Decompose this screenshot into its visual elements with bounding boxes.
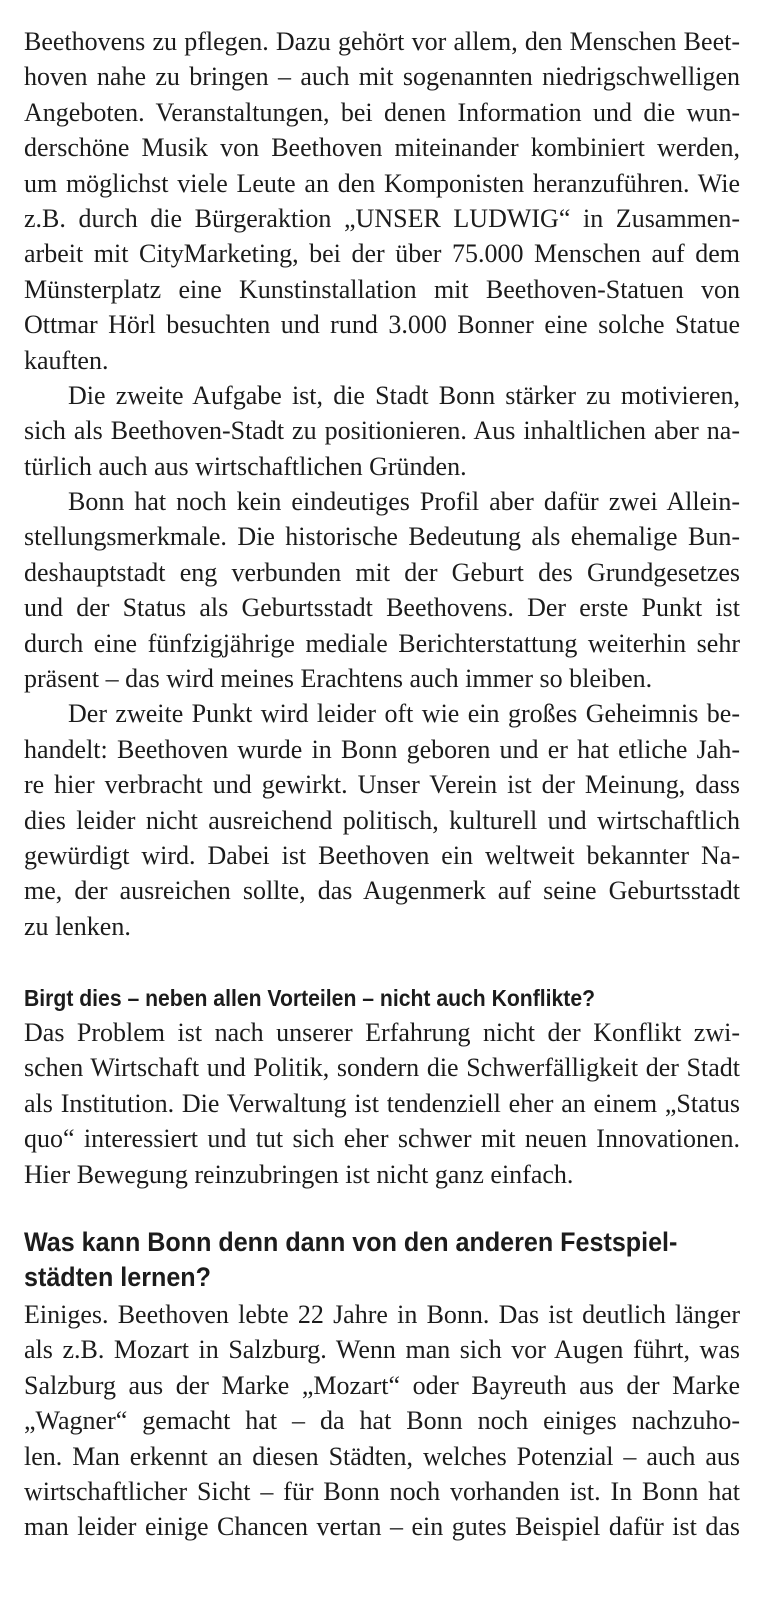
text-line: Angeboten. Veranstaltungen, bei denen Information und die wun- — [24, 97, 740, 127]
text-line: Das Problem ist nach unserer Erfahrung nicht der Konflikt zwi- — [24, 1018, 740, 1047]
text-line: kauften. — [24, 345, 109, 375]
question-heading: Birgt dies – neben allen Vorteilen – nicht auch Konflikte? — [24, 985, 596, 1011]
text-line: um möglichst viele Leute an den Komponisten heranzuführen. Wie — [24, 168, 740, 198]
text-line: und der Status als Geburtsstadt Beethovens. Der erste Punkt ist — [24, 593, 740, 623]
text-line: Der zweite Punkt wird leider oft wie ein großes Geheimnis be- — [68, 699, 740, 729]
text-line: dies leider nicht ausreichend politisch, kulturell und wirtschaftlich — [24, 805, 740, 835]
heading-line: städten lernen? — [24, 1262, 211, 1292]
text-line: als Institution. Die Verwaltung ist tendenziell eher an einem „Status — [24, 1088, 740, 1118]
text-line: schen Wirtschaft und Politik, sondern die Schwerfälligkeit der Stadt — [24, 1053, 740, 1083]
text-line: z.B. durch die Bürgeraktion „UNSER LUDWIG“ in Zusammen- — [24, 203, 740, 233]
text-line: handelt: Beethoven wurde in Bonn geboren und er hat etliche Jah- — [24, 734, 740, 764]
text-line: re hier verbracht und gewirkt. Unser Verein ist der Meinung, dass — [24, 770, 740, 800]
text-line: Ottmar Hörl besuchten und rund 3.000 Bonner eine solche Statue — [24, 310, 740, 340]
text-line: Hier Bewegung reinzubringen ist nicht ganz einfach. — [24, 1159, 574, 1189]
body-text-block — [24, 24, 740, 944]
text-line: zu lenken. — [24, 911, 131, 941]
text-line: durch eine fünfzigjährige mediale Berichterstattung weiterhin sehr — [24, 628, 740, 658]
text-line: deshauptstadt eng verbunden mit der Geburt des Grundgesetzes — [24, 557, 740, 587]
text-line: Salzburg aus der Marke „Mozart“ oder Bayreuth aus der Marke — [24, 1370, 740, 1400]
text-line: man leider einige Chancen vertan – ein gutes Beispiel dafür ist das — [24, 1512, 740, 1542]
text-line: derschöne Musik von Beethoven miteinander kombiniert werden, — [24, 133, 740, 163]
text-line: präsent – das wird meines Erachtens auch immer so bleiben. — [24, 664, 653, 694]
text-line: „Wagner“ gemacht hat – da hat Bonn noch einiges nachzuho- — [24, 1406, 740, 1436]
text-line: als z.B. Mozart in Salzburg. Wenn man sich vor Augen führt, was — [24, 1335, 740, 1365]
text-line: Einiges. Beethoven lebte 22 Jahre in Bonn. Das ist deutlich länger — [24, 1300, 740, 1329]
text-line: me, der ausreichen sollte, das Augenmerk auf seine Geburtsstadt — [24, 876, 740, 906]
text-line: len. Man erkennt an diesen Städten, welches Potenzial – auch aus — [24, 1441, 740, 1471]
text-line: Bonn hat noch kein eindeutiges Profil aber dafür zwei Allein- — [68, 487, 740, 517]
text-line: sich als Beethoven-Stadt zu positionieren. Aus inhaltlichen aber na- — [24, 416, 740, 446]
text-line: türlich auch aus wirtschaftlichen Gründen. — [24, 451, 467, 481]
section-heading — [24, 1225, 740, 1295]
text-line: gewürdigt wird. Dabei ist Beethoven ein weltweit bekannter Na- — [24, 840, 740, 870]
heading-line: Was kann Bonn denn dann von den anderen Festspiel- — [24, 1227, 678, 1257]
text-line: hoven nahe zu bringen – auch mit sogenannten niedrigschwelligen — [24, 62, 740, 92]
text-line: quo“ interessiert und tut sich eher schwer mit neuen Innovationen. — [24, 1124, 740, 1154]
answer-text-block — [24, 1015, 740, 1192]
text-line: wirtschaftlicher Sicht – für Bonn noch vorhanden ist. In Bonn hat — [24, 1476, 740, 1506]
text-line: Die zweite Aufgabe ist, die Stadt Bonn stärker zu motivieren, — [68, 380, 740, 410]
text-line: arbeit mit CityMarketing, bei der über 75.000 Menschen auf dem — [24, 239, 740, 269]
text-line: stellungsmerkmale. Die historische Bedeutung als ehemalige Bun- — [24, 522, 740, 552]
text-line: Münsterplatz eine Kunstinstallation mit Beethoven-Statuen von — [24, 274, 740, 304]
answer-text-block — [24, 1297, 740, 1545]
text-line: Beethovens zu pflegen. Dazu gehört vor allem, den Menschen Beet- — [24, 27, 740, 56]
